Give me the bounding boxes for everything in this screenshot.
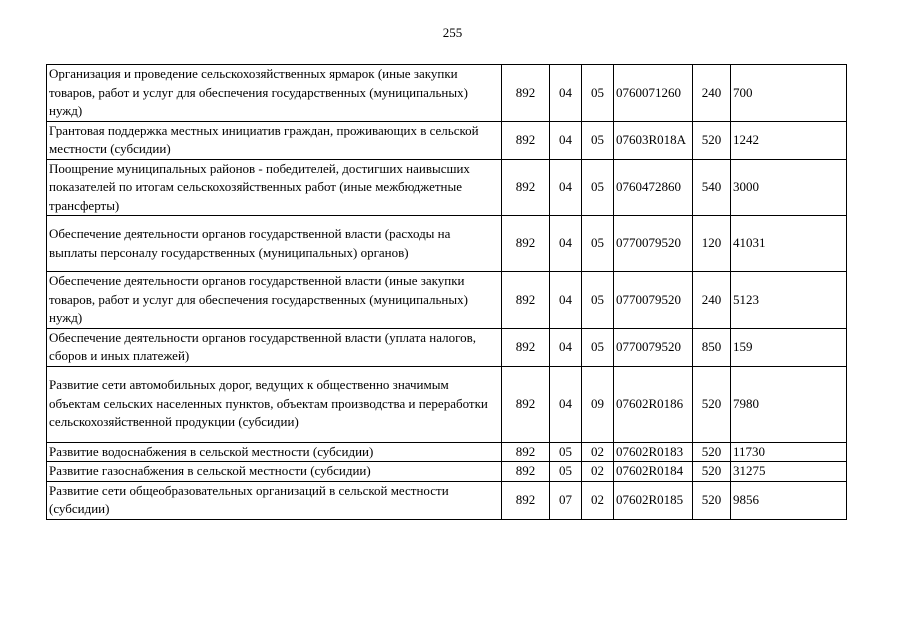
table-row bbox=[47, 65, 847, 122]
row-name: Поощрение муниципальных районов - победителей, достигших наивысших показателей по итогам сельскохозяйственных работ (иные межбюджетные трансферты) bbox=[47, 159, 502, 216]
row-name: Обеспечение деятельности органов государственной власти (расходы на выплаты персоналу государственных (муниципальных) органов) bbox=[47, 216, 502, 272]
row-grbs-code: 892 bbox=[502, 159, 550, 216]
row-subsection-code: 02 bbox=[582, 481, 614, 519]
row-subsection-code: 02 bbox=[582, 462, 614, 482]
table-row bbox=[47, 121, 847, 159]
row-section-code: 07 bbox=[550, 481, 582, 519]
budget-table bbox=[46, 64, 847, 520]
row-grbs-code: 892 bbox=[502, 462, 550, 482]
row-target-article: 07603R018A bbox=[614, 121, 693, 159]
row-name: Грантовая поддержка местных инициатив граждан, проживающих в сельской местности (субсидии) bbox=[47, 121, 502, 159]
row-amount: 3000 bbox=[731, 159, 847, 216]
row-expense-type: 240 bbox=[693, 272, 731, 329]
row-subsection-code: 05 bbox=[582, 65, 614, 122]
table-row bbox=[47, 366, 847, 442]
row-amount: 9856 bbox=[731, 481, 847, 519]
row-section-code: 04 bbox=[550, 159, 582, 216]
row-grbs-code: 892 bbox=[502, 216, 550, 272]
row-section-code: 04 bbox=[550, 216, 582, 272]
row-grbs-code: 892 bbox=[502, 65, 550, 122]
row-grbs-code: 892 bbox=[502, 366, 550, 442]
row-section-code: 04 bbox=[550, 328, 582, 366]
row-target-article: 07602R0184 bbox=[614, 462, 693, 482]
row-name: Развитие водоснабжения в сельской местности (субсидии) bbox=[47, 442, 502, 462]
row-name: Обеспечение деятельности органов государственной власти (уплата налогов, сборов и иных платежей) bbox=[47, 328, 502, 366]
row-expense-type: 120 bbox=[693, 216, 731, 272]
row-grbs-code: 892 bbox=[502, 328, 550, 366]
row-target-article: 07602R0183 bbox=[614, 442, 693, 462]
row-amount: 159 bbox=[731, 328, 847, 366]
row-amount: 11730 bbox=[731, 442, 847, 462]
row-subsection-code: 02 bbox=[582, 442, 614, 462]
row-section-code: 04 bbox=[550, 121, 582, 159]
row-name: Развитие газоснабжения в сельской местности (субсидии) bbox=[47, 462, 502, 482]
row-expense-type: 850 bbox=[693, 328, 731, 366]
row-target-article: 0770079520 bbox=[614, 272, 693, 329]
row-subsection-code: 05 bbox=[582, 159, 614, 216]
row-subsection-code: 05 bbox=[582, 328, 614, 366]
row-amount: 31275 bbox=[731, 462, 847, 482]
table-row bbox=[47, 442, 847, 462]
row-subsection-code: 09 bbox=[582, 366, 614, 442]
row-section-code: 04 bbox=[550, 272, 582, 329]
row-subsection-code: 05 bbox=[582, 272, 614, 329]
row-target-article: 07602R0186 bbox=[614, 366, 693, 442]
row-section-code: 04 bbox=[550, 366, 582, 442]
table-row bbox=[47, 462, 847, 482]
row-target-article: 07602R0185 bbox=[614, 481, 693, 519]
row-name: Организация и проведение сельскохозяйственных ярмарок (иные закупки товаров, работ и услуг для обеспечения государственных (муниципальных) нужд) bbox=[47, 65, 502, 122]
row-name: Развитие сети общеобразовательных организаций в сельской местности (субсидии) bbox=[47, 481, 502, 519]
row-grbs-code: 892 bbox=[502, 481, 550, 519]
row-target-article: 0770079520 bbox=[614, 328, 693, 366]
row-expense-type: 520 bbox=[693, 462, 731, 482]
row-expense-type: 520 bbox=[693, 366, 731, 442]
row-amount: 7980 bbox=[731, 366, 847, 442]
row-section-code: 04 bbox=[550, 65, 582, 122]
row-amount: 5123 bbox=[731, 272, 847, 329]
row-amount: 41031 bbox=[731, 216, 847, 272]
row-expense-type: 520 bbox=[693, 481, 731, 519]
row-grbs-code: 892 bbox=[502, 121, 550, 159]
row-expense-type: 520 bbox=[693, 121, 731, 159]
row-grbs-code: 892 bbox=[502, 272, 550, 329]
row-expense-type: 240 bbox=[693, 65, 731, 122]
table-row bbox=[47, 328, 847, 366]
table-row bbox=[47, 159, 847, 216]
row-target-article: 0760472860 bbox=[614, 159, 693, 216]
row-subsection-code: 05 bbox=[582, 121, 614, 159]
row-amount: 1242 bbox=[731, 121, 847, 159]
table-row bbox=[47, 481, 847, 519]
row-amount: 700 bbox=[731, 65, 847, 122]
row-name: Развитие сети автомобильных дорог, ведущих к общественно значимым объектам сельских населенных пунктов, объектам производства и переработки сельскохозяйственной продукции (субсидии) bbox=[47, 366, 502, 442]
row-target-article: 0770079520 bbox=[614, 216, 693, 272]
row-section-code: 05 bbox=[550, 462, 582, 482]
row-section-code: 05 bbox=[550, 442, 582, 462]
table-row bbox=[47, 272, 847, 329]
row-name: Обеспечение деятельности органов государственной власти (иные закупки товаров, работ и услуг для обеспечения государственных (муниципальных) нужд) bbox=[47, 272, 502, 329]
row-target-article: 0760071260 bbox=[614, 65, 693, 122]
table-row bbox=[47, 216, 847, 272]
row-subsection-code: 05 bbox=[582, 216, 614, 272]
row-grbs-code: 892 bbox=[502, 442, 550, 462]
row-expense-type: 520 bbox=[693, 442, 731, 462]
row-expense-type: 540 bbox=[693, 159, 731, 216]
page-number: 255 bbox=[442, 25, 463, 40]
